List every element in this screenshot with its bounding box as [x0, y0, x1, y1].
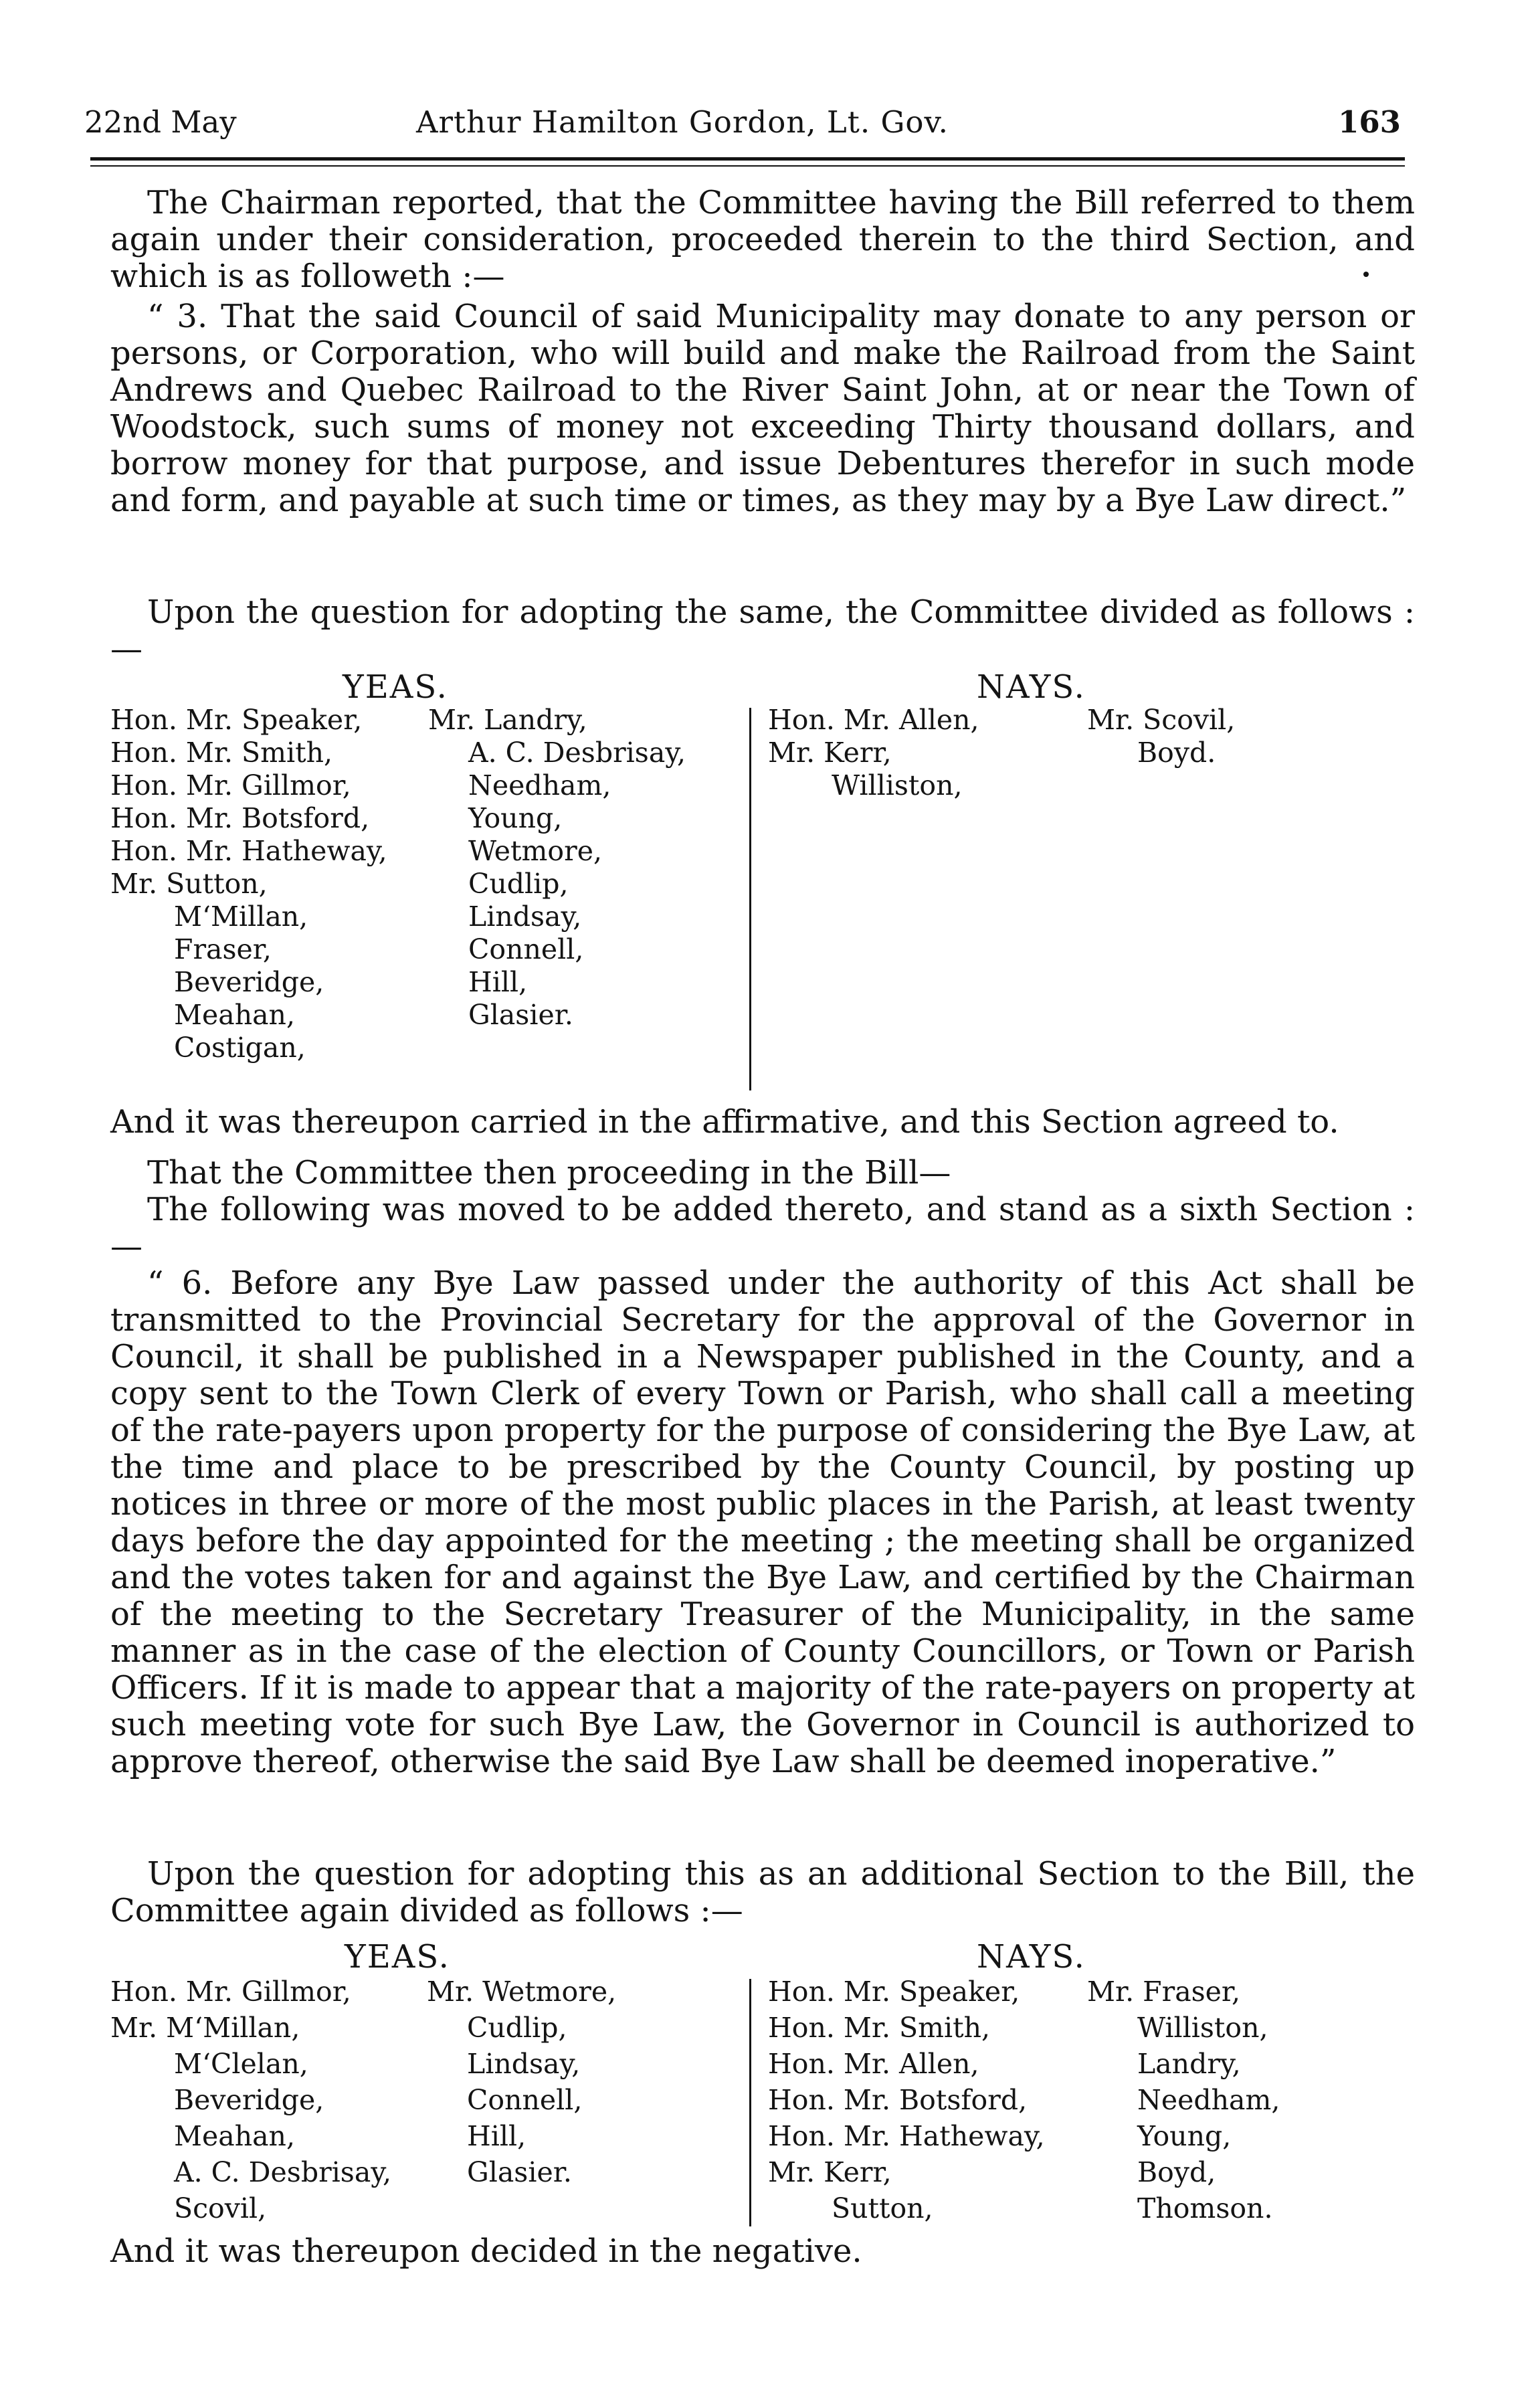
yeas-name: Needham, — [468, 769, 611, 801]
yeas-name: Glasier. — [467, 2156, 572, 2188]
yeas-list-2-column-2 — [427, 1974, 616, 2190]
column-divider — [749, 708, 751, 1090]
header-rule-thin — [90, 165, 1405, 167]
nays-name: Mr. Scovil, — [1087, 704, 1236, 736]
nays-name: Boyd, — [1137, 2156, 1216, 2188]
paragraph-sixth-section-motion: The following was moved to be added thereto, and stand as a sixth Section :— — [110, 1191, 1415, 1265]
page-number: 163 — [1338, 104, 1401, 140]
nays-name: Hon. Mr. Hatheway, — [768, 2120, 1045, 2152]
nays-name: Young, — [1137, 2120, 1232, 2152]
nays-name: Sutton, — [832, 2192, 933, 2224]
yeas-name: Meahan, — [174, 2120, 295, 2152]
nays-name: Mr. Kerr, — [768, 737, 892, 769]
yeas-name: Young, — [468, 802, 563, 834]
yeas-name: Glasier. — [468, 999, 573, 1031]
paragraph-carried: And it was thereupon carried in the affirmative, and this Section agreed to. — [110, 1103, 1339, 1141]
yeas-name: Mr. Wetmore, — [427, 1976, 617, 2008]
yeas-list-column-1 — [110, 704, 387, 1064]
yeas-name: Cudlip, — [467, 2012, 567, 2044]
yeas-name: Hon. Mr. Speaker, — [110, 704, 363, 736]
yeas-name: Mr. Landry, — [428, 704, 587, 736]
yeas-name: M‘Millan, — [174, 900, 308, 933]
yeas-name: Beveridge, — [174, 966, 324, 998]
paragraph-section-six: “ 6. Before any Bye Law passed under the authority of this Act shall be transmitted to the Provincial Secretary for the approval of the Governor in Council, it shall be published in a Newspaper published in the County, and a copy sent to the Town Clerk of every Town or Parish, who shall call a meeting of the rate-payers upon property for the purpose of considering the Bye Law, at the time and place to be prescribed by the County Council, by posting up notices in three or more of the most public places in the Parish, at least twenty days before the day appointed for the meeting ; the meeting shall be organized and the votes taken for and against the Bye Law, and certified by the Chairman of the meeting to the Secretary Treasurer of the Municipality, in the same manner as in the case of the election of County Councillors, or Town or Parish Officers. If it is made to appear that a majority of the rate-payers on property at such meeting vote for such Bye Law, the Governor in Council is authorized to approve thereof, otherwise the said Bye Law shall be deemed inoperative.” — [110, 1264, 1415, 1780]
yeas-list-2-column-1 — [110, 1974, 391, 2226]
yeas-name: A. C. Desbrisay, — [468, 737, 686, 769]
yeas-name: Hon. Mr. Gillmor, — [110, 1976, 351, 2008]
yeas-name: Hill, — [468, 966, 528, 998]
stray-mark — [1363, 272, 1369, 277]
header-rule — [90, 157, 1405, 161]
paragraph-chairman-report: The Chairman reported, that the Committee having the Bill referred to them again under their consideration, proceeded therein to the third Section, and which is as followeth :— — [110, 184, 1415, 295]
nays-list-column-1 — [768, 704, 979, 802]
yeas-name: Lindsay, — [467, 2048, 581, 2080]
yeas-name: Wetmore, — [468, 835, 602, 867]
nays-heading: NAYS. — [977, 668, 1086, 706]
yeas-name: M‘Clelan, — [174, 2048, 308, 2080]
nays-name: Williston, — [832, 769, 963, 801]
nays-name: Landry, — [1137, 2048, 1241, 2080]
yeas-name: Hon. Mr. Gillmor, — [110, 769, 351, 801]
yeas-name: Hon. Mr. Hatheway, — [110, 835, 387, 867]
yeas-name: Costigan, — [174, 1032, 306, 1064]
yeas-name: Connell, — [467, 2084, 583, 2116]
header-date: 22nd May — [84, 104, 237, 140]
nays-name: Hon. Mr. Allen, — [768, 2048, 979, 2080]
paragraph-section-three: “ 3. That the said Council of said Municipality may donate to any person or persons, or Corporation, who will build and make the Railroad from the Saint Andrews and Quebec Railroad to the River Saint John, at or near the Town of Woodstock, such sums of money not exceeding Thirty thousand dollars, and borrow money for that purpose, and issue Debentures therefor in such mode and form, and payable at such time or times, as they may by a Bye Law direct.” — [110, 298, 1415, 519]
yeas-name: Mr. Sutton, — [110, 868, 268, 900]
nays-list-2-column-2 — [1087, 1974, 1280, 2226]
yeas-name: Lindsay, — [468, 900, 582, 933]
yeas-name: Scovil, — [174, 2192, 267, 2224]
yeas-name: Fraser, — [174, 933, 272, 965]
header-title: Arthur Hamilton Gordon, Lt. Gov. — [416, 104, 949, 140]
yeas-name: Mr. M‘Millan, — [110, 2012, 300, 2044]
running-head — [75, 99, 1406, 146]
yeas-name: Meahan, — [174, 999, 295, 1031]
yeas-name: A. C. Desbrisay, — [174, 2156, 392, 2188]
yeas-name: Beveridge, — [174, 2084, 324, 2116]
nays-name: Thomson. — [1137, 2192, 1273, 2224]
yeas-name: Cudlip, — [468, 868, 569, 900]
nays-heading-2: NAYS. — [977, 1938, 1086, 1976]
nays-name: Hon. Mr. Smith, — [768, 2012, 991, 2044]
nays-name: Needham, — [1137, 2084, 1280, 2116]
paragraph-question-one: Upon the question for adopting the same, the Committee divided as follows :— — [110, 593, 1415, 668]
nays-list-2-column-1 — [768, 1974, 1045, 2226]
nays-name: Boyd. — [1137, 737, 1216, 769]
nays-name: Hon. Mr. Speaker, — [768, 1976, 1020, 2008]
yeas-name: Hon. Mr. Smith, — [110, 737, 333, 769]
yeas-name: Hon. Mr. Botsford, — [110, 802, 370, 834]
yeas-list-column-2 — [428, 704, 686, 1032]
yeas-heading: YEAS. — [343, 668, 448, 706]
paragraph-proceeding: That the Committee then proceeding in the Bill— — [147, 1154, 951, 1191]
nays-name: Williston, — [1137, 2012, 1268, 2044]
column-divider-2 — [749, 1979, 751, 2226]
nays-name: Mr. Kerr, — [768, 2156, 892, 2188]
paragraph-negative: And it was thereupon decided in the negative. — [110, 2232, 862, 2270]
nays-list-column-2 — [1087, 704, 1235, 769]
nays-name: Hon. Mr. Allen, — [768, 704, 979, 736]
nays-name: Mr. Fraser, — [1087, 1976, 1241, 2008]
nays-name: Hon. Mr. Botsford, — [768, 2084, 1028, 2116]
paragraph-question-two: Upon the question for adopting this as an additional Section to the Bill, the Committee again divided as follows :— — [110, 1855, 1415, 1929]
yeas-heading-2: YEAS. — [345, 1938, 450, 1976]
yeas-name: Connell, — [468, 933, 584, 965]
yeas-name: Hill, — [467, 2120, 526, 2152]
